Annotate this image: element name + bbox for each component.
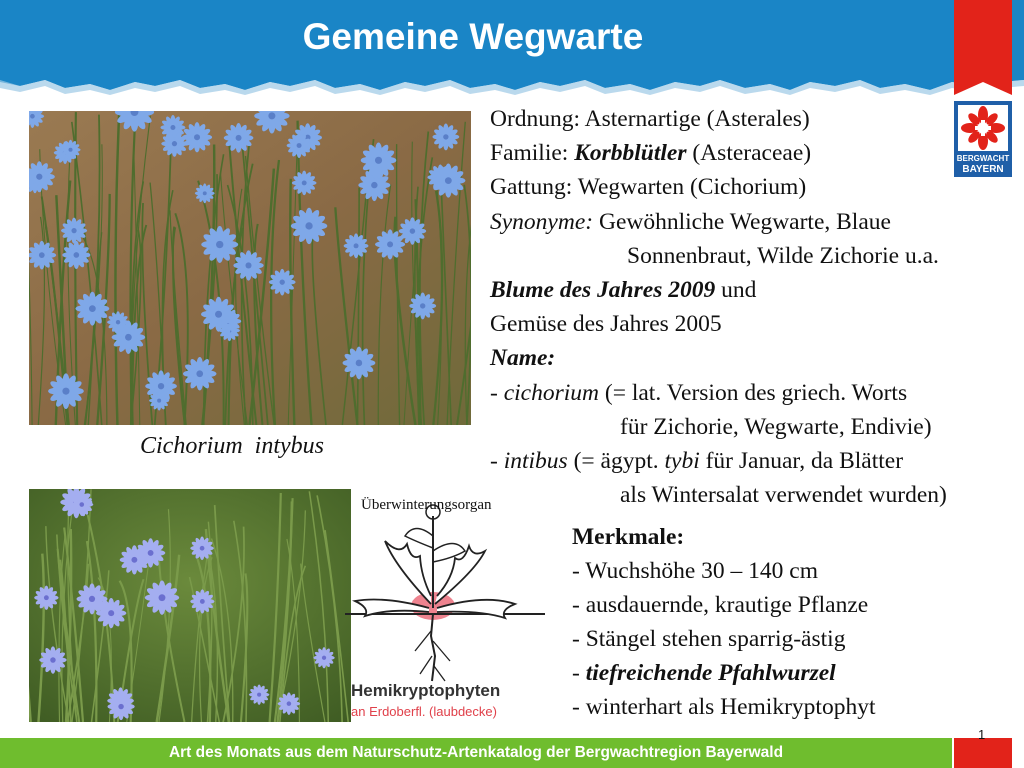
- logo-line2: BAYERN: [962, 164, 1004, 175]
- ordnung-line: Ordnung: Asternartige (Asterales): [490, 106, 810, 132]
- blume-line: [490, 273, 947, 307]
- name1-italic: cichorium: [503, 379, 599, 406]
- blume-bold: Blume des Jahres 2009: [490, 277, 716, 304]
- page-title: Gemeine Wegwarte: [302, 16, 644, 57]
- chicory-closeup-photo: [29, 489, 351, 722]
- diagram-main-label: Hemikryptophyten: [351, 681, 501, 700]
- species-caption: Cichorium intybus: [140, 433, 324, 459]
- merkmal-item: - winterhart als Hemikryptophyt: [572, 694, 876, 720]
- chicory-field-photo: [29, 111, 471, 425]
- name2-italic2: tybi: [664, 448, 700, 475]
- name-label-line: [490, 341, 947, 375]
- name2-italic: intibus: [503, 448, 568, 475]
- name-label: Name:: [490, 345, 556, 372]
- logo-line1: BERGWACHT: [956, 154, 1010, 163]
- bergwacht-logo: [954, 101, 1012, 177]
- name1-cont: für Zichorie, Wegwarte, Endivie): [620, 413, 932, 440]
- taxonomy-info: [490, 102, 947, 512]
- merkmal-item4-bold: tiefreichende Pfahlwurzel: [585, 660, 836, 686]
- name2-line: [490, 444, 947, 478]
- blume-rest: und: [715, 277, 757, 304]
- familie-bold: Korbblütler: [574, 140, 687, 167]
- merkmal-item: - ausdauernde, krautige Pflanze: [572, 592, 869, 618]
- name1-line: [490, 376, 947, 410]
- familie-line: [490, 136, 947, 170]
- merkmal-item4-prefix: -: [572, 660, 586, 686]
- diagram-sub-label: an Erdoberfl. (laubdecke): [351, 704, 497, 719]
- name2-rest: für Januar, da Blätter: [699, 448, 904, 475]
- merkmal-item: - Wuchshöhe 30 – 140 cm: [572, 558, 818, 584]
- merkmal-item: - Stängel stehen sparrig-ästig: [572, 626, 846, 652]
- familie-prefix: Familie:: [490, 140, 575, 167]
- name2-prefix: -: [490, 448, 504, 475]
- name1-rest: (= lat. Version des griech. Worts: [599, 379, 908, 406]
- synonyme-text1: Gewöhnliche Wegwarte, Blaue: [593, 208, 891, 235]
- name2-cont: als Wintersalat verwendet wurden): [620, 482, 947, 509]
- synonyme-label: Synonyme:: [490, 208, 594, 235]
- synonyme-line: [490, 205, 947, 239]
- footer-bar: Art des Monats aus dem Naturschutz-Artenkatalog der Bergwachtregion Bayerwald: [0, 738, 952, 768]
- diagram-top-label: Überwinterungsorgan: [361, 497, 492, 513]
- merkmale-list: [572, 520, 875, 724]
- gattung-line: Gattung: Wegwarten (Cichorium): [490, 174, 807, 201]
- name2-mid: (= ägypt.: [567, 448, 665, 475]
- page-number-tab: [952, 712, 1024, 768]
- familie-rest: (Asteraceae): [686, 140, 812, 167]
- synonyme-cont: Sonnenbraut, Wilde Zichorie u.a.: [627, 242, 939, 269]
- merkmal-item: [572, 656, 875, 690]
- merkmale-heading-text: Merkmale:: [572, 524, 685, 550]
- name1-prefix: -: [490, 379, 504, 406]
- page-number: 1: [978, 727, 986, 742]
- hemikryptophyt-diagram: [345, 496, 545, 726]
- gemuese-line: Gemüse des Jahres 2005: [490, 311, 722, 338]
- merkmale-heading: [572, 520, 875, 554]
